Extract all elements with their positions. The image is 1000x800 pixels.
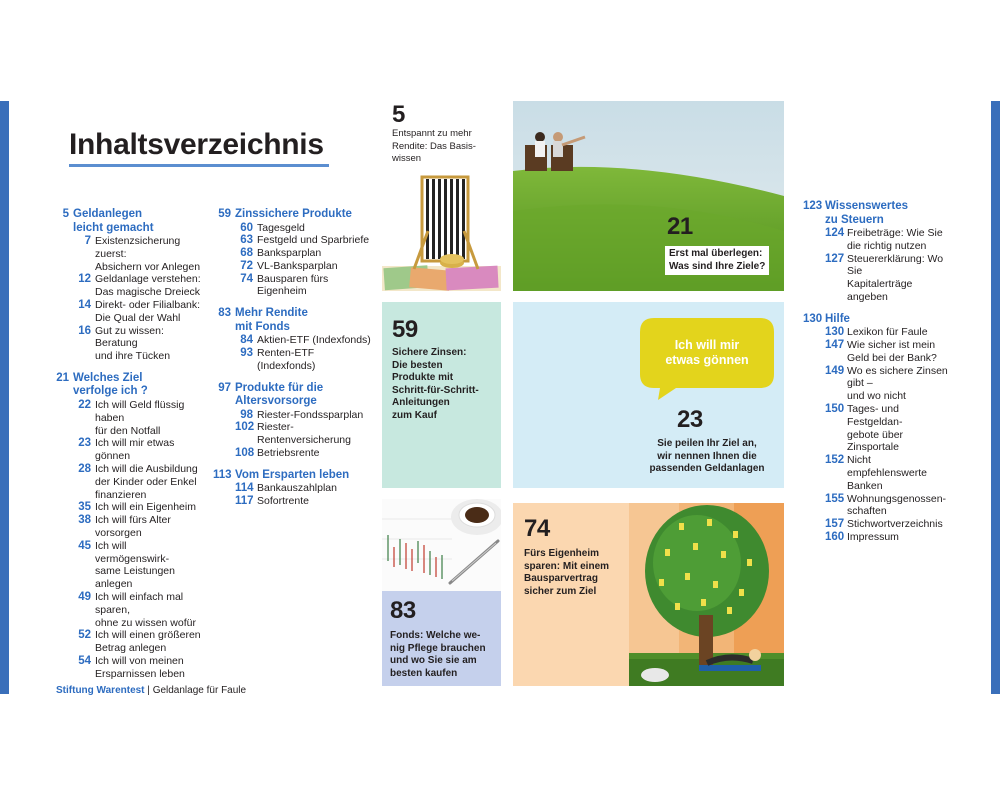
entry-text: Nicht empfehlenswerte (847, 454, 927, 480)
tile-eigenheim[interactable] (513, 503, 784, 686)
entry-page-number: 7 (84, 235, 91, 247)
entry-page-number: 150 (825, 403, 845, 416)
section-heading: Welches Ziel (73, 371, 143, 384)
entry-text: same Leistungen anlegen (95, 565, 175, 591)
entry-text: Ich will fürs Alter vorsorgen (95, 514, 171, 539)
entry-text: Betrag anlegen (95, 642, 167, 655)
entry-text: Impressum (847, 531, 899, 544)
section-page-number: 130 (803, 312, 823, 325)
toc-entry[interactable] (825, 365, 953, 403)
toc-entry[interactable] (825, 227, 953, 253)
left-edge-bar (0, 101, 9, 694)
section-page-number: 5 (62, 208, 69, 220)
toc-entry[interactable] (235, 347, 373, 373)
title-underline (69, 164, 329, 167)
entry-page-number: 147 (825, 339, 845, 352)
toc-entry[interactable] (235, 334, 373, 347)
entry-text: Wo es sichere Zinsen gibt – (847, 364, 948, 390)
tile-page-number: 59 (392, 316, 418, 343)
entry-text: Lexikon für Faule (847, 326, 928, 339)
entry-text: für den Notfall (95, 424, 161, 437)
toc-entry[interactable] (73, 540, 201, 591)
entry-page-number: 149 (825, 364, 845, 377)
section-heading: Wissenswertes (825, 200, 908, 212)
tile-ziele[interactable] (513, 101, 784, 291)
toc-entry[interactable] (825, 531, 953, 544)
toc-entry[interactable] (235, 495, 373, 508)
entry-page-number: 12 (78, 273, 91, 286)
toc-entry[interactable] (73, 501, 201, 514)
entry-text: Festgeld und Sparbriefe (257, 234, 370, 247)
entry-text: Bausparen fürs Eigenheim (257, 272, 329, 298)
entry-text: Wohnungsgenossen- (847, 492, 947, 505)
section-page-number: 113 (213, 468, 232, 481)
entry-text: Bankauszahlplan (257, 482, 337, 495)
entry-text: Steuererklärung: Wo Sie (847, 252, 944, 278)
entry-page-number: 124 (825, 227, 845, 239)
toc-section[interactable] (803, 313, 953, 544)
section-heading: zu Steuern (825, 213, 884, 226)
tile-basiswissen[interactable] (382, 101, 501, 291)
toc-entry[interactable] (825, 326, 953, 339)
toc-section[interactable] (213, 307, 373, 372)
entry-page-number: 102 (235, 421, 255, 434)
entry-page-number: 16 (78, 324, 91, 337)
entry-page-number: 68 (240, 247, 253, 260)
entry-text: Tagesgeld (257, 221, 305, 234)
entry-text: Gut zu wissen: Beratung (95, 324, 164, 350)
entry-text: Ich will ein Eigenheim (95, 501, 196, 514)
footer-book-title: Geldanlage für Faule (152, 685, 247, 696)
tile-page-number: 23 (677, 406, 703, 433)
toc-column-2 (213, 208, 373, 517)
entry-text: Geldanlage verstehen: (95, 273, 201, 286)
entry-page-number: 93 (240, 347, 253, 360)
entry-text: Ich will einen größeren (95, 629, 201, 642)
entry-text: Das magische Dreieck (95, 286, 201, 299)
entry-page-number: 35 (78, 501, 91, 514)
section-heading: Zinssichere Produkte (235, 208, 352, 220)
entry-text: Renten-ETF (Indexfonds) (257, 347, 316, 372)
chart-coffee-photo (382, 499, 501, 591)
toc-entry[interactable] (825, 339, 953, 365)
entry-text: Ersparnissen leben (95, 667, 185, 680)
entry-page-number: 160 (825, 531, 845, 544)
section-page-number: 123 (803, 200, 823, 212)
entry-page-number: 108 (235, 447, 255, 460)
footer-separator: | (147, 685, 150, 696)
tile-page-number: 5 (392, 101, 405, 128)
entry-page-number: 23 (78, 437, 91, 450)
entry-page-number: 127 (825, 252, 845, 265)
entry-text: Riester-Fondssparplan (257, 408, 364, 421)
section-heading: mit Fonds (235, 320, 290, 333)
entry-text: Tages- und Festgeldan- (847, 403, 903, 428)
tile-page-number: 74 (524, 515, 550, 542)
entry-text: Betriebsrente (257, 447, 320, 460)
entry-text: Absichern vor Anlegen (95, 260, 201, 273)
money-tree-illustration (629, 503, 784, 686)
section-page-number: 83 (218, 307, 231, 320)
entry-text: gebote über Zinsportale (847, 428, 904, 454)
toc-entry[interactable] (235, 447, 373, 460)
tile-caption: Sie peilen Ihr Ziel an, wir nennen Ihnen die passenden Geldanlagen (649, 438, 765, 474)
entry-page-number: 38 (78, 514, 91, 527)
toc-entry[interactable] (235, 421, 373, 447)
entry-text: Sofortrente (257, 495, 309, 508)
section-heading: Vom Ersparten leben (235, 468, 350, 481)
toc-entry[interactable] (73, 514, 201, 540)
toc-entry[interactable] (235, 273, 373, 299)
entry-text: Ich will die Ausbildung (95, 462, 198, 475)
toc-entry[interactable] (235, 247, 373, 260)
entry-text: Wie sicher ist mein (847, 339, 936, 352)
section-page-number: 97 (218, 381, 231, 394)
entry-page-number: 74 (240, 272, 253, 285)
toc-section[interactable] (213, 469, 373, 508)
entry-page-number: 63 (240, 234, 253, 247)
entry-text: Banken (847, 479, 883, 492)
toc-entry[interactable] (825, 518, 953, 531)
toc-entry[interactable] (73, 235, 201, 273)
toc-column-1 (51, 208, 201, 690)
entry-page-number: 98 (240, 408, 253, 421)
toc-entry[interactable] (73, 591, 201, 629)
toc-entry[interactable] (825, 454, 953, 492)
entry-text: und ihre Tücken (95, 350, 171, 363)
toc-entry[interactable] (235, 260, 373, 273)
page-footer (56, 685, 246, 696)
toc-entry[interactable] (73, 399, 201, 437)
section-page-number: 59 (218, 208, 231, 220)
section-heading: Mehr Rendite (235, 307, 308, 320)
entry-text: Stichwortverzeichnis (847, 518, 943, 531)
section-heading: Altersvorsorge (235, 395, 317, 408)
entry-text: Ich will mir etwas gönnen (95, 437, 175, 463)
entry-page-number: 54 (78, 654, 91, 667)
entry-page-number: 72 (240, 259, 253, 272)
entry-text: Kapitalerträge angeben (847, 278, 913, 303)
toc-entry[interactable] (73, 629, 201, 655)
entry-page-number: 84 (240, 334, 253, 347)
entry-text: ohne zu wissen wofür (95, 616, 196, 629)
tile-caption: Entspannt zu mehr Rendite: Das Basis- wissen (392, 128, 476, 164)
toc-section[interactable] (51, 372, 201, 681)
entry-text: Riester-Rentenversicherung (257, 421, 351, 447)
toc-section[interactable] (213, 208, 373, 298)
page-title: Inhaltsverzeichnis (69, 128, 324, 161)
tile-caption: Fürs Eigenheim sparen: Mit einem Bausparvertrag sicher zum Ziel (524, 548, 610, 597)
toc-entry[interactable] (235, 482, 373, 495)
entry-page-number: 14 (78, 298, 91, 311)
entry-text: Ich will von meinen (95, 654, 184, 667)
toc-entry[interactable] (73, 437, 201, 463)
toc-entry[interactable] (235, 222, 373, 235)
entry-page-number: 45 (78, 539, 91, 552)
entry-page-number: 130 (825, 326, 845, 339)
entry-text: Ich will vermögenswirk- (95, 539, 170, 565)
toc-section[interactable] (213, 382, 373, 460)
toc-entry[interactable] (73, 299, 201, 325)
tile-caption: Sichere Zinsen: Die besten Produkte mit Schritt-für-Schritt- Anleitungen zum Kauf (392, 347, 479, 421)
entry-text: Aktien-ETF (Indexfonds) (257, 334, 371, 347)
entry-text: finanzieren (95, 488, 147, 501)
entry-text: schaften (847, 505, 887, 518)
section-heading: Geldanlegen (73, 208, 143, 220)
entry-text: die richtig nutzen (847, 239, 927, 252)
tile-caption: Erst mal überlegen: Was sind Ihre Ziele? (665, 246, 769, 275)
section-heading: Produkte für die (235, 381, 324, 394)
section-heading: leicht gemacht (73, 221, 154, 234)
deckchair-money-image (382, 171, 501, 291)
section-page-number: 21 (56, 371, 69, 384)
entry-text: Freibeträge: Wie Sie (847, 227, 943, 239)
toc-entry[interactable] (235, 234, 373, 247)
entry-text: Die Qual der Wahl (95, 311, 181, 324)
tile-fonds[interactable] (382, 499, 501, 686)
entry-page-number: 157 (825, 518, 845, 531)
entry-page-number: 117 (235, 495, 254, 508)
footer-brand: Stiftung Warentest (56, 685, 145, 696)
entry-text: und wo nicht (847, 390, 906, 403)
entry-text: Ich will Geld flüssig haben (95, 398, 185, 424)
right-edge-bar (991, 101, 1000, 694)
entry-text: Geld bei der Bank? (847, 351, 937, 364)
entry-text: Banksparplan (257, 247, 322, 260)
toc-entry[interactable] (73, 273, 201, 299)
entry-page-number: 152 (825, 454, 845, 467)
toc-entry[interactable] (825, 403, 953, 454)
toc-section[interactable] (51, 208, 201, 363)
tile-gönnen[interactable] (513, 302, 784, 488)
entry-page-number: 49 (78, 590, 91, 603)
entry-page-number: 52 (78, 629, 91, 642)
entry-page-number: 114 (235, 482, 254, 495)
entry-text: Existenzsicherung zuerst: (95, 235, 181, 260)
section-heading: Hilfe (825, 312, 850, 325)
tile-page-number: 83 (390, 597, 416, 624)
toc-entry[interactable] (235, 409, 373, 422)
toc-entry[interactable] (73, 655, 201, 681)
entry-text: Ich will einfach mal sparen, (95, 590, 184, 616)
entry-page-number: 22 (78, 398, 91, 411)
toc-entry[interactable] (825, 493, 953, 519)
entry-text: der Kinder oder Enkel (95, 475, 197, 488)
toc-entry[interactable] (825, 253, 953, 304)
entry-text: Direkt- oder Filialbank: (95, 298, 201, 311)
toc-entry[interactable] (73, 463, 201, 501)
entry-page-number: 28 (78, 462, 91, 475)
entry-page-number: 155 (825, 492, 845, 505)
section-heading: verfolge ich ? (73, 385, 148, 398)
entry-text: VL-Banksparplan (257, 259, 338, 272)
tile-zinsen[interactable] (382, 302, 501, 488)
toc-section[interactable] (803, 200, 953, 304)
speech-bubble-text: Ich will mir etwas gönnen (665, 338, 749, 367)
tile-caption: Fonds: Welche we- nig Pflege brauchen und wo Sie sie am besten kaufen (390, 630, 486, 679)
toc-entry[interactable] (73, 325, 201, 363)
tile-page-number: 21 (667, 213, 693, 240)
toc-column-3 (803, 200, 953, 553)
entry-page-number: 60 (240, 221, 253, 234)
